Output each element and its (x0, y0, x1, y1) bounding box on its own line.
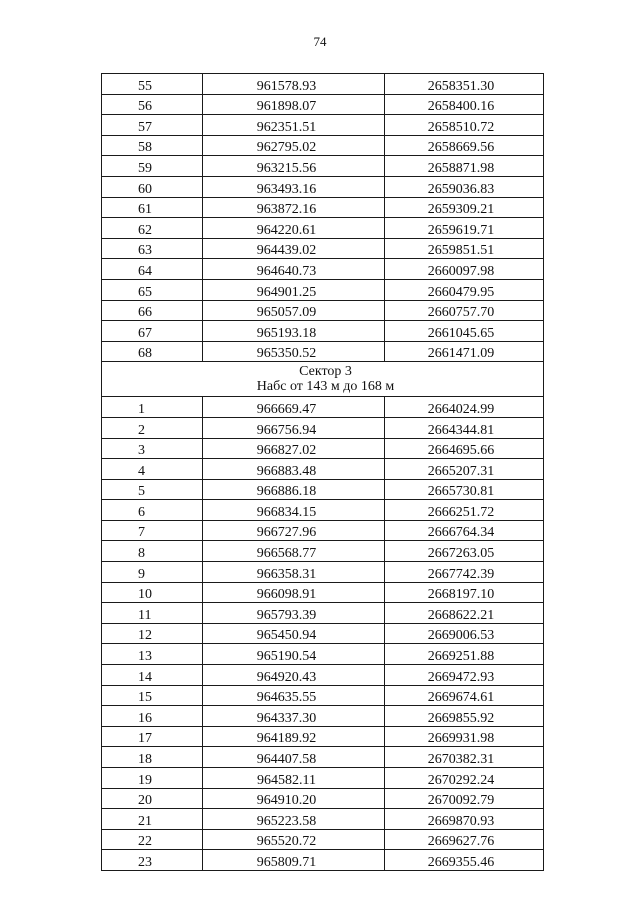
y-coordinate-cell: 2670382.31 (385, 747, 544, 768)
point-number-cell: 16 (102, 706, 203, 727)
point-number-cell: 4 (102, 459, 203, 480)
y-coordinate-cell: 2660479.95 (385, 279, 544, 300)
point-number-cell: 10 (102, 582, 203, 603)
point-number-cell: 14 (102, 665, 203, 686)
point-number-cell: 68 (102, 341, 203, 362)
x-coordinate-cell: 965520.72 (203, 829, 385, 850)
x-coordinate-cell: 963872.16 (203, 197, 385, 218)
point-number-cell: 17 (102, 726, 203, 747)
table-row (102, 479, 544, 500)
y-coordinate-cell: 2670292.24 (385, 768, 544, 789)
y-coordinate-cell: 2669931.98 (385, 726, 544, 747)
x-coordinate-cell: 966883.48 (203, 459, 385, 480)
point-number-cell: 59 (102, 156, 203, 177)
table-row (102, 582, 544, 603)
table-row (102, 300, 544, 321)
x-coordinate-cell: 962795.02 (203, 135, 385, 156)
table-row (102, 259, 544, 280)
point-number-cell: 15 (102, 685, 203, 706)
x-coordinate-cell: 966358.31 (203, 562, 385, 583)
table-row (102, 623, 544, 644)
point-number-cell: 7 (102, 520, 203, 541)
x-coordinate-cell: 965809.71 (203, 850, 385, 871)
table-row (102, 94, 544, 115)
table-row (102, 156, 544, 177)
point-number-cell: 8 (102, 541, 203, 562)
y-coordinate-cell: 2661471.09 (385, 341, 544, 362)
point-number-cell: 21 (102, 809, 203, 830)
x-coordinate-cell: 964640.73 (203, 259, 385, 280)
table-row (102, 603, 544, 624)
y-coordinate-cell: 2668197.10 (385, 582, 544, 603)
y-coordinate-cell: 2661045.65 (385, 321, 544, 342)
point-number-cell: 66 (102, 300, 203, 321)
y-coordinate-cell: 2669870.93 (385, 809, 544, 830)
table-row (102, 341, 544, 362)
point-number-cell: 3 (102, 438, 203, 459)
point-number-cell: 58 (102, 135, 203, 156)
x-coordinate-cell: 965223.58 (203, 809, 385, 830)
table-row (102, 238, 544, 259)
table-row (102, 279, 544, 300)
y-coordinate-cell: 2665207.31 (385, 459, 544, 480)
y-coordinate-cell: 2669472.93 (385, 665, 544, 686)
y-coordinate-cell: 2669355.46 (385, 850, 544, 871)
point-number-cell: 13 (102, 644, 203, 665)
point-number-cell: 56 (102, 94, 203, 115)
y-coordinate-cell: 2665730.81 (385, 479, 544, 500)
y-coordinate-cell: 2664024.99 (385, 397, 544, 418)
table-row (102, 850, 544, 871)
x-coordinate-cell: 964189.92 (203, 726, 385, 747)
y-coordinate-cell: 2659851.51 (385, 238, 544, 259)
table-row (102, 685, 544, 706)
y-coordinate-cell: 2666764.34 (385, 520, 544, 541)
y-coordinate-cell: 2659309.21 (385, 197, 544, 218)
table-row (102, 500, 544, 521)
point-number-cell: 9 (102, 562, 203, 583)
table-row (102, 706, 544, 727)
y-coordinate-cell: 2658400.16 (385, 94, 544, 115)
x-coordinate-cell: 964910.20 (203, 788, 385, 809)
y-coordinate-cell: 2667742.39 (385, 562, 544, 583)
y-coordinate-cell: 2659619.71 (385, 218, 544, 239)
y-coordinate-cell: 2658871.98 (385, 156, 544, 177)
sector-title: Сектор 3 (299, 364, 352, 380)
table-row (102, 74, 544, 95)
table-row (102, 459, 544, 480)
table-row (102, 115, 544, 136)
x-coordinate-cell: 964920.43 (203, 665, 385, 686)
point-number-cell: 60 (102, 176, 203, 197)
point-number-cell: 11 (102, 603, 203, 624)
x-coordinate-cell: 963493.16 (203, 176, 385, 197)
x-coordinate-cell: 964901.25 (203, 279, 385, 300)
x-coordinate-cell: 964439.02 (203, 238, 385, 259)
coordinates-table (101, 73, 544, 871)
point-number-cell: 65 (102, 279, 203, 300)
point-number-cell: 57 (102, 115, 203, 136)
x-coordinate-cell: 965057.09 (203, 300, 385, 321)
point-number-cell: 1 (102, 397, 203, 418)
point-number-cell: 64 (102, 259, 203, 280)
point-number-cell: 63 (102, 238, 203, 259)
x-coordinate-cell: 966886.18 (203, 479, 385, 500)
x-coordinate-cell: 965450.94 (203, 623, 385, 644)
x-coordinate-cell: 966098.91 (203, 582, 385, 603)
point-number-cell: 6 (102, 500, 203, 521)
y-coordinate-cell: 2658669.56 (385, 135, 544, 156)
y-coordinate-cell: 2667263.05 (385, 541, 544, 562)
y-coordinate-cell: 2664344.81 (385, 417, 544, 438)
x-coordinate-cell: 965193.18 (203, 321, 385, 342)
point-number-cell: 2 (102, 417, 203, 438)
sector-height-range: Набс от 143 м до 168 м (256, 379, 395, 395)
x-coordinate-cell: 965793.39 (203, 603, 385, 624)
table-row (102, 417, 544, 438)
table-row (102, 218, 544, 239)
x-coordinate-cell: 965190.54 (203, 644, 385, 665)
x-coordinate-cell: 961898.07 (203, 94, 385, 115)
sector-header-row (102, 362, 544, 397)
x-coordinate-cell: 964582.11 (203, 768, 385, 789)
y-coordinate-cell: 2660097.98 (385, 259, 544, 280)
x-coordinate-cell: 964635.55 (203, 685, 385, 706)
table-row (102, 726, 544, 747)
table-row (102, 135, 544, 156)
point-number-cell: 20 (102, 788, 203, 809)
x-coordinate-cell: 965350.52 (203, 341, 385, 362)
table-row (102, 665, 544, 686)
y-coordinate-cell: 2669627.76 (385, 829, 544, 850)
coordinates-table-body-sector (102, 397, 544, 871)
y-coordinate-cell: 2669674.61 (385, 685, 544, 706)
y-coordinate-cell: 2659036.83 (385, 176, 544, 197)
table-row (102, 768, 544, 789)
x-coordinate-cell: 962351.51 (203, 115, 385, 136)
y-coordinate-cell: 2658351.30 (385, 74, 544, 95)
y-coordinate-cell: 2669006.53 (385, 623, 544, 644)
y-coordinate-cell: 2669855.92 (385, 706, 544, 727)
table-row (102, 562, 544, 583)
point-number-cell: 62 (102, 218, 203, 239)
point-number-cell: 12 (102, 623, 203, 644)
y-coordinate-cell: 2670092.79 (385, 788, 544, 809)
point-number-cell: 55 (102, 74, 203, 95)
point-number-cell: 67 (102, 321, 203, 342)
point-number-cell: 22 (102, 829, 203, 850)
x-coordinate-cell: 964407.58 (203, 747, 385, 768)
table-row (102, 788, 544, 809)
table-row (102, 397, 544, 418)
x-coordinate-cell: 964337.30 (203, 706, 385, 727)
table-row (102, 438, 544, 459)
x-coordinate-cell: 961578.93 (203, 74, 385, 95)
point-number-cell: 23 (102, 850, 203, 871)
x-coordinate-cell: 966568.77 (203, 541, 385, 562)
x-coordinate-cell: 966669.47 (203, 397, 385, 418)
x-coordinate-cell: 966727.96 (203, 520, 385, 541)
x-coordinate-cell: 966834.15 (203, 500, 385, 521)
table-row (102, 321, 544, 342)
table-row (102, 644, 544, 665)
y-coordinate-cell: 2669251.88 (385, 644, 544, 665)
table-row (102, 176, 544, 197)
point-number-cell: 61 (102, 197, 203, 218)
coordinates-table-body-top (102, 74, 544, 362)
table-row (102, 197, 544, 218)
x-coordinate-cell: 966827.02 (203, 438, 385, 459)
point-number-cell: 19 (102, 768, 203, 789)
sector-header-cell (102, 362, 544, 397)
page-number: 74 (313, 34, 327, 49)
y-coordinate-cell: 2666251.72 (385, 500, 544, 521)
y-coordinate-cell: 2660757.70 (385, 300, 544, 321)
table-row (102, 747, 544, 768)
x-coordinate-cell: 966756.94 (203, 417, 385, 438)
table-row (102, 809, 544, 830)
point-number-cell: 5 (102, 479, 203, 500)
x-coordinate-cell: 963215.56 (203, 156, 385, 177)
table-row (102, 829, 544, 850)
point-number-cell: 18 (102, 747, 203, 768)
table-row (102, 520, 544, 541)
sector-header-group (102, 362, 544, 397)
table-row (102, 541, 544, 562)
x-coordinate-cell: 964220.61 (203, 218, 385, 239)
y-coordinate-cell: 2664695.66 (385, 438, 544, 459)
y-coordinate-cell: 2658510.72 (385, 115, 544, 136)
y-coordinate-cell: 2668622.21 (385, 603, 544, 624)
